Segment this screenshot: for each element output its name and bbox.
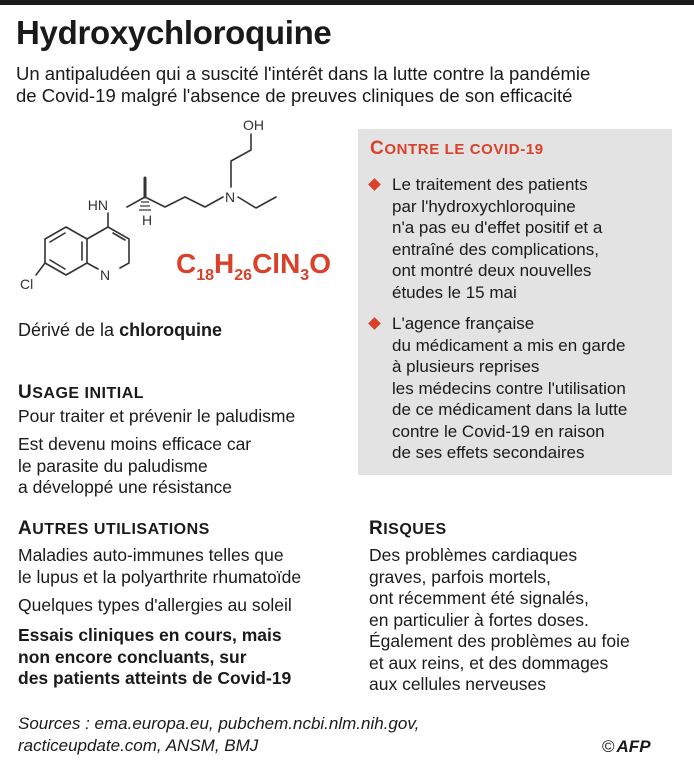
covid-bullet-line: études le 15 mai (392, 282, 517, 302)
afp-credit (602, 737, 651, 757)
atom-n-ring-label: N (100, 267, 111, 283)
covid-bullet-line: ont montré deux nouvelles (392, 261, 592, 280)
subtitle-line: de Covid-19 malgré l'absence de preuves cliniques de son efficacité (16, 85, 573, 106)
formula-h-subscript: 26 (234, 267, 253, 284)
autres-item-line: Quelques types d'allergies au soleil (18, 595, 292, 615)
covid-heading (370, 138, 544, 160)
formula-h: H (214, 248, 235, 279)
sources (18, 713, 419, 756)
autres-item-line: des patients atteints de Covid-19 (18, 668, 292, 688)
usage-heading-rest: SAGE INITIAL (32, 385, 145, 402)
atom-hn-label: HN (87, 197, 108, 213)
usage-item-line: le parasite du paludisme (18, 455, 208, 476)
page-title: Hydroxychloroquine (16, 14, 332, 51)
derive-name: chloroquine (119, 320, 223, 340)
covid-heading-rest: ONTRE LE COVID-19 (384, 141, 544, 158)
subtitle-line: Un antipaludéen qui a suscité l'intérêt dans la lutte contre la pandémie (16, 63, 591, 84)
covid-bullet-line: les médecins contre l'utilisation (392, 378, 626, 398)
chemical-formula (176, 248, 331, 285)
usage-item-line: Pour traiter et prévenir le paludisme (18, 406, 296, 426)
covid-bullet-line: de ses effets secondaires (392, 443, 585, 462)
autres-item-line: le lupus et la polyarthrite rhumatoïde (18, 566, 302, 587)
covid-bullet-line: contre le Covid-19 en raison (392, 421, 605, 441)
risques-heading-cap: R (369, 518, 384, 539)
formula-o: O (309, 248, 331, 279)
risques-line: Également des problèmes au foie (369, 631, 630, 651)
diamond-bullet-icon (368, 178, 381, 191)
covid-bullet-line: L'agence française (392, 314, 535, 333)
copyright-symbol: © (602, 737, 615, 756)
autres-item-line: Essais cliniques en cours, mais (18, 625, 282, 645)
top-rule (0, 0, 694, 5)
risques-line: ont récemment été signalés, (369, 588, 589, 608)
usage-item-line: Est devenu moins efficace car (18, 434, 252, 454)
covid-bullet-line: n'a pas eu d'effet positif et a (392, 218, 603, 237)
autres-item-line: Maladies auto-immunes telles que (18, 545, 284, 565)
atom-h-label: H (142, 212, 153, 228)
formula-c-subscript: 18 (196, 267, 215, 284)
risques-line: et aux reins, et des dommages (369, 652, 609, 673)
covid-bullet-line: à plusieurs reprises (392, 357, 540, 376)
risques-line: en particulier à fortes doses. (369, 609, 589, 630)
subtitle (16, 63, 686, 107)
covid-heading-cap: C (370, 138, 385, 159)
atom-oh-label: OH (243, 117, 264, 133)
covid-bullet-1 (392, 174, 602, 303)
autres-heading-cap: A (18, 518, 33, 539)
afp-logo: AFP (616, 737, 651, 756)
atom-cl-label: Cl (20, 276, 34, 292)
risques-heading-rest: ISQUES (383, 521, 447, 538)
covid-bullet-line: Le traitement des patients (392, 175, 588, 194)
autres-item-line: non encore concluants, sur (18, 646, 247, 667)
autres-heading (18, 518, 210, 540)
covid-bullet-line: du médicament a mis en garde (392, 335, 626, 355)
risques-line: Des problèmes cardiaques (369, 545, 578, 565)
covid-bullet-2 (392, 313, 627, 464)
sources-line: Sources : ema.europa.eu, pubchem.ncbi.nlm.nih.gov, (18, 714, 420, 733)
atom-n-amine-label: N (225, 189, 236, 205)
autres-item-3 (18, 625, 291, 690)
formula-c: C (176, 248, 197, 279)
risques-line: graves, parfois mortels, (369, 566, 551, 587)
sources-line: racticeupdate.com, ANSM, BMJ (18, 735, 259, 755)
usage-item-line: a développé une résistance (18, 477, 233, 497)
usage-item-1 (18, 406, 295, 428)
autres-heading-rest: UTRES UTILISATIONS (32, 521, 210, 538)
covid-bullet-line: par l'hydroxychloroquine (392, 196, 576, 216)
risques-text (369, 545, 630, 696)
formula-cln: ClN (252, 248, 301, 279)
covid-panel (358, 129, 672, 475)
usage-item-2 (18, 434, 251, 499)
autres-item-2 (18, 595, 292, 617)
usage-heading-cap: U (18, 382, 33, 403)
covid-bullet-line: de ce médicament dans la lutte (392, 400, 628, 419)
diamond-bullet-icon (368, 317, 381, 330)
usage-heading (18, 382, 144, 404)
risques-heading (369, 518, 447, 540)
derive-prefix: Dérivé de la (18, 320, 120, 340)
derived-from-text (18, 320, 222, 341)
covid-bullet-line: entraîné des complications, (392, 239, 599, 259)
risques-line: aux cellules nerveuses (369, 674, 547, 694)
formula-n-subscript: 3 (300, 267, 310, 284)
autres-item-1 (18, 545, 301, 588)
